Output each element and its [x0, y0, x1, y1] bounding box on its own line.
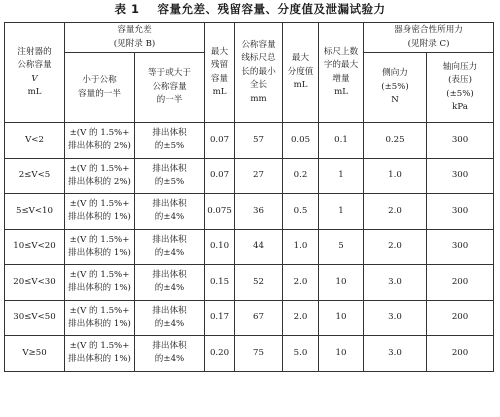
table-row [5, 229, 494, 265]
table-container [4, 22, 493, 372]
table-body [5, 123, 494, 372]
header-tolerance: 容量允差 (见附录 B) [65, 23, 205, 53]
cell-lateral: 0.25 [364, 123, 427, 159]
cell-graduation: 1.0 [283, 229, 319, 265]
cell-lateral: 1.0 [364, 158, 427, 194]
cell-tol-large: 排出体积 的±4% [135, 265, 205, 301]
cell-tol-large: 排出体积 的±5% [135, 158, 205, 194]
cell-residual: 0.07 [205, 158, 235, 194]
cell-nominal: 30≤V<50 [5, 300, 65, 336]
table-row [5, 123, 494, 159]
header-axial: 轴向压力 (表压) (±5%) kPa [427, 53, 494, 123]
header-tol-small: 小于公称 容量的一半 [65, 53, 135, 123]
cell-residual: 0.20 [205, 336, 235, 372]
cell-axial: 200 [427, 265, 494, 301]
cell-residual: 0.07 [205, 123, 235, 159]
cell-axial: 300 [427, 123, 494, 159]
cell-scale-length: 75 [235, 336, 283, 372]
cell-graduation: 5.0 [283, 336, 319, 372]
cell-scale-length: 27 [235, 158, 283, 194]
cell-scale-length: 36 [235, 194, 283, 230]
cell-axial: 300 [427, 229, 494, 265]
cell-graduation: 0.2 [283, 158, 319, 194]
table-number: 表 1 [114, 2, 140, 16]
cell-nominal: V≥50 [5, 336, 65, 372]
cell-nominal: 5≤V<10 [5, 194, 65, 230]
cell-tol-large: 排出体积 的±4% [135, 194, 205, 230]
header-fit: 器身密合性所用力 (见附录 C) [364, 23, 494, 53]
cell-axial: 200 [427, 336, 494, 372]
cell-nominal: V<2 [5, 123, 65, 159]
table-row [5, 265, 494, 301]
cell-lateral: 2.0 [364, 229, 427, 265]
header-tol-large: 等于或大于 公称容量 的一半 [135, 53, 205, 123]
cell-graduation: 2.0 [283, 265, 319, 301]
header-lateral: 侧向力 (±5%) N [364, 53, 427, 123]
cell-axial: 300 [427, 158, 494, 194]
table-row [5, 194, 494, 230]
header-nominal: 注射器的 公称容量 V mL [5, 23, 65, 123]
cell-scale-length: 57 [235, 123, 283, 159]
table-row [5, 336, 494, 372]
cell-graduation: 0.5 [283, 194, 319, 230]
table-caption [0, 0, 500, 18]
cell-lateral: 2.0 [364, 194, 427, 230]
cell-tol-small: ±(V 的 1.5%+ 排出体积的 1%) [65, 229, 135, 265]
cell-increment: 10 [319, 265, 364, 301]
cell-nominal: 10≤V<20 [5, 229, 65, 265]
cell-graduation: 2.0 [283, 300, 319, 336]
table-row [5, 300, 494, 336]
cell-tol-small: ±(V 的 1.5%+ 排出体积的 1%) [65, 194, 135, 230]
cell-tol-large: 排出体积 的±4% [135, 229, 205, 265]
cell-scale-length: 52 [235, 265, 283, 301]
cell-tol-small: ±(V 的 1.5%+ 排出体积的 1%) [65, 336, 135, 372]
cell-residual: 0.075 [205, 194, 235, 230]
cell-tol-large: 排出体积 的±4% [135, 300, 205, 336]
cell-nominal: 20≤V<30 [5, 265, 65, 301]
cell-increment: 0.1 [319, 123, 364, 159]
cell-increment: 1 [319, 158, 364, 194]
cell-axial: 300 [427, 194, 494, 230]
cell-increment: 1 [319, 194, 364, 230]
table-head [5, 23, 494, 123]
cell-residual: 0.10 [205, 229, 235, 265]
spec-table [4, 22, 494, 372]
cell-increment: 10 [319, 300, 364, 336]
header-residual: 最大 残留 容量 mL [205, 23, 235, 123]
cell-lateral: 3.0 [364, 300, 427, 336]
cell-tol-small: ±(V 的 1.5%+ 排出体积的 2%) [65, 158, 135, 194]
cell-scale-length: 67 [235, 300, 283, 336]
header-increment: 标尺上数 字的最大 增量 mL [319, 23, 364, 123]
cell-nominal: 2≤V<5 [5, 158, 65, 194]
cell-axial: 200 [427, 300, 494, 336]
cell-tol-small: ±(V 的 1.5%+ 排出体积的 1%) [65, 265, 135, 301]
header-scale-length: 公称容量 线标尺总 长的最小 全长 mm [235, 23, 283, 123]
cell-lateral: 3.0 [364, 265, 427, 301]
cell-residual: 0.15 [205, 265, 235, 301]
cell-scale-length: 44 [235, 229, 283, 265]
cell-tol-large: 排出体积 的±4% [135, 336, 205, 372]
cell-lateral: 3.0 [364, 336, 427, 372]
table-row [5, 158, 494, 194]
cell-tol-small: ±(V 的 1.5%+ 排出体积的 2%) [65, 123, 135, 159]
cell-increment: 10 [319, 336, 364, 372]
cell-increment: 5 [319, 229, 364, 265]
cell-tol-large: 排出体积 的±5% [135, 123, 205, 159]
cell-tol-small: ±(V 的 1.5%+ 排出体积的 1%) [65, 300, 135, 336]
table-title: 容量允差、残留容量、分度值及泄漏试验力 [157, 2, 386, 16]
cell-graduation: 0.05 [283, 123, 319, 159]
cell-residual: 0.17 [205, 300, 235, 336]
header-graduation: 最大 分度值 mL [283, 23, 319, 123]
